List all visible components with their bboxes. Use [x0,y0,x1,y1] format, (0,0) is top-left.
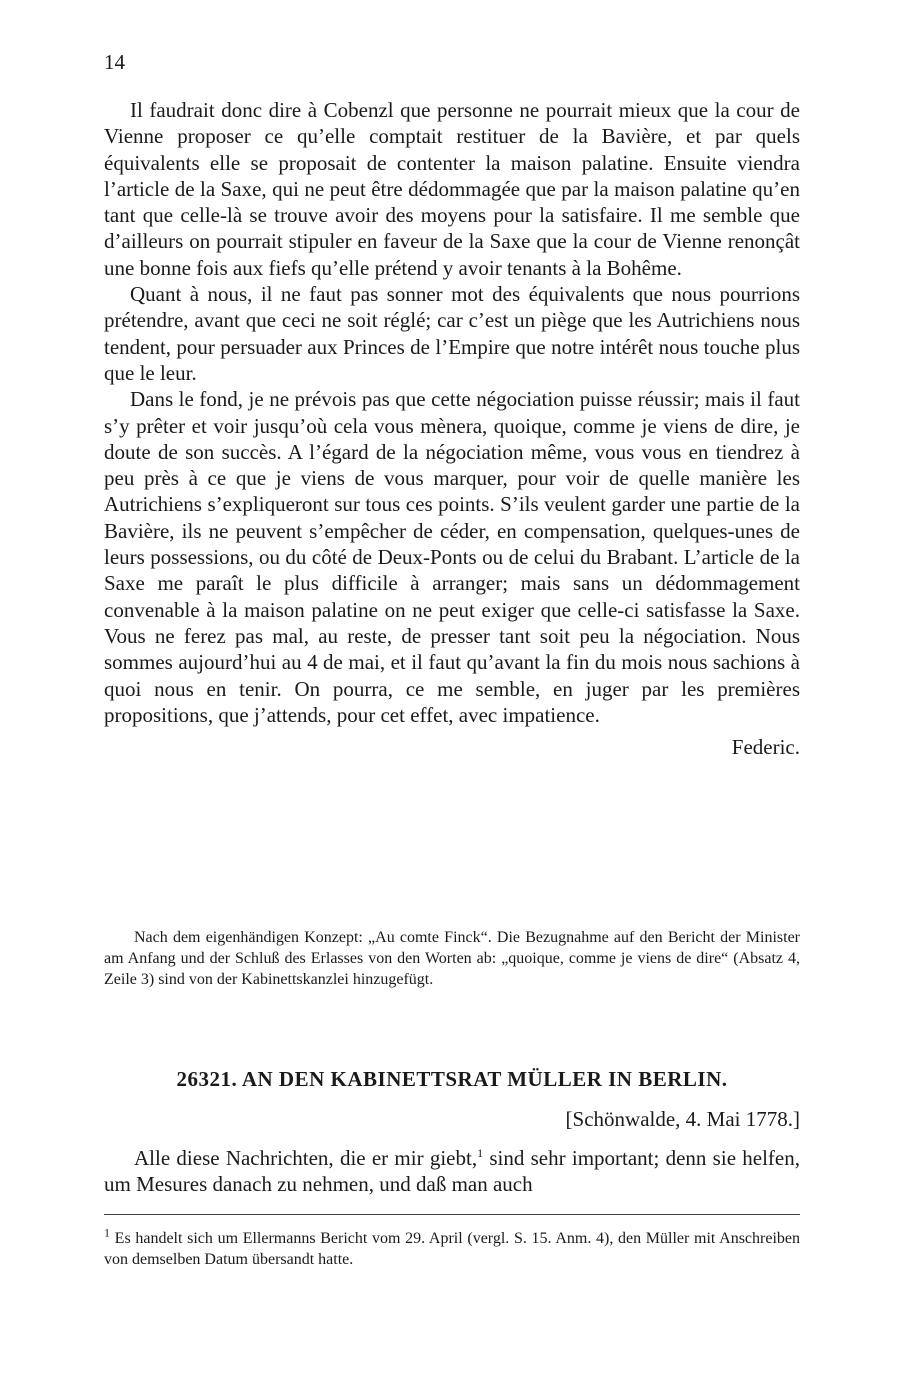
footnote-reference: 1 [477,1146,484,1160]
signature: Federic. [731,735,800,760]
document-heading [104,1067,800,1092]
document-number: 26321. [176,1067,238,1091]
paragraph: Il faudrait donc dire à Cobenzl que personne ne pourrait mieux que la cour de Vienne proposer ce qu’elle comptait restituer de la Bavière, et par quels équivalents elle se proposait de contenter la maison palatine. Ensuite viendra l’article de la Saxe, qui ne peut être dédommagée que par la maison palatine qu’en tant que celle-là se trouve avoir des moyens pour la satisfaire. Il me semble que d’ailleurs on pourrait stipuler en faveur de la Saxe que la cour de Vienne renonçât une bonne fois aux fiefs qu’elle prétend y avoir tenants à la Bohême. [104,98,800,280]
document-date: [Schönwalde, 4. Mai 1778.] [565,1107,800,1131]
footnote [104,1225,800,1270]
body-text-start: Alle diese Nachrichten, die er mir giebt, [134,1146,478,1170]
footnote-mark: 1 [104,1225,110,1240]
page-number: 14 [104,50,125,74]
document-title: AN DEN KABINETTSRAT MÜLLER IN BERLIN. [241,1067,728,1091]
footnote-divider [104,1214,800,1215]
source-note: Nach dem eigenhändigen Konzept: „Au comte Finck“. Die Bezugnahme auf den Bericht der Minister am Anfang und der Schluß des Erlasses von den Worten ab: „quoique, comme je viens de dire“ (Absatz 4, Zeile 3) sind von der Kabinettskanzlei hinzugefügt. [104,929,800,988]
paragraph: Dans le fond, je ne prévois pas que cette négociation puisse réussir; mais il faut s’y prêter et voir jusqu’où cela vous mènera, quoique, comme je viens de dire, je doute de son succès. A l’égard de la négociation même, vous vous en tiendrez à peu près à ce que je viens de vous marquer, pour voir de quelle manière les Autrichiens s’expliqueront sur tous ces points. S’ils veulent garder une partie de la Bavière, ils ne peuvent s’empêcher de céder, en compensation, quelques-unes de leurs possessions, ou du côté de Deux-Ponts ou de celui du Brabant. L’article de la Saxe me paraît le plus difficile à arranger; mais sans un dédommagement convenable à la maison palatine on ne peut exiger que celle-ci satisfasse la Saxe. Vous ne ferez pas mal, au reste, de presser tant soit peu la négociation. Nous sommes aujourd’hui au 4 de mai, et il faut qu’avant la fin du mois nous sachions à quoi nous en tenir. On pourra, ce me semble, en juger par les premières propositions, que j’attends, pour cet effet, avec impatience. [104,387,800,727]
body-text-end: sind sehr important; denn sie helfen, um Mesures danach zu nehmen, und daß man auch [104,1146,800,1197]
footnote-text: Es handelt sich um Ellermanns Bericht vom 29. April (vergl. S. 15. Anm. 4), den Müller mit Anschreiben von demselben Datum übersandt hatte. [104,1230,800,1268]
paragraph: Quant à nous, il ne faut pas sonner mot des équivalents que nous pourrions prétendre, avant que ceci ne soit réglé; car c’est un piège que les Autrichiens nous tendent, pour persuader aux Princes de l’Empire que notre intérêt nous touche plus que le leur. [104,282,800,385]
letter-body [104,97,800,760]
document-body [104,1145,800,1198]
